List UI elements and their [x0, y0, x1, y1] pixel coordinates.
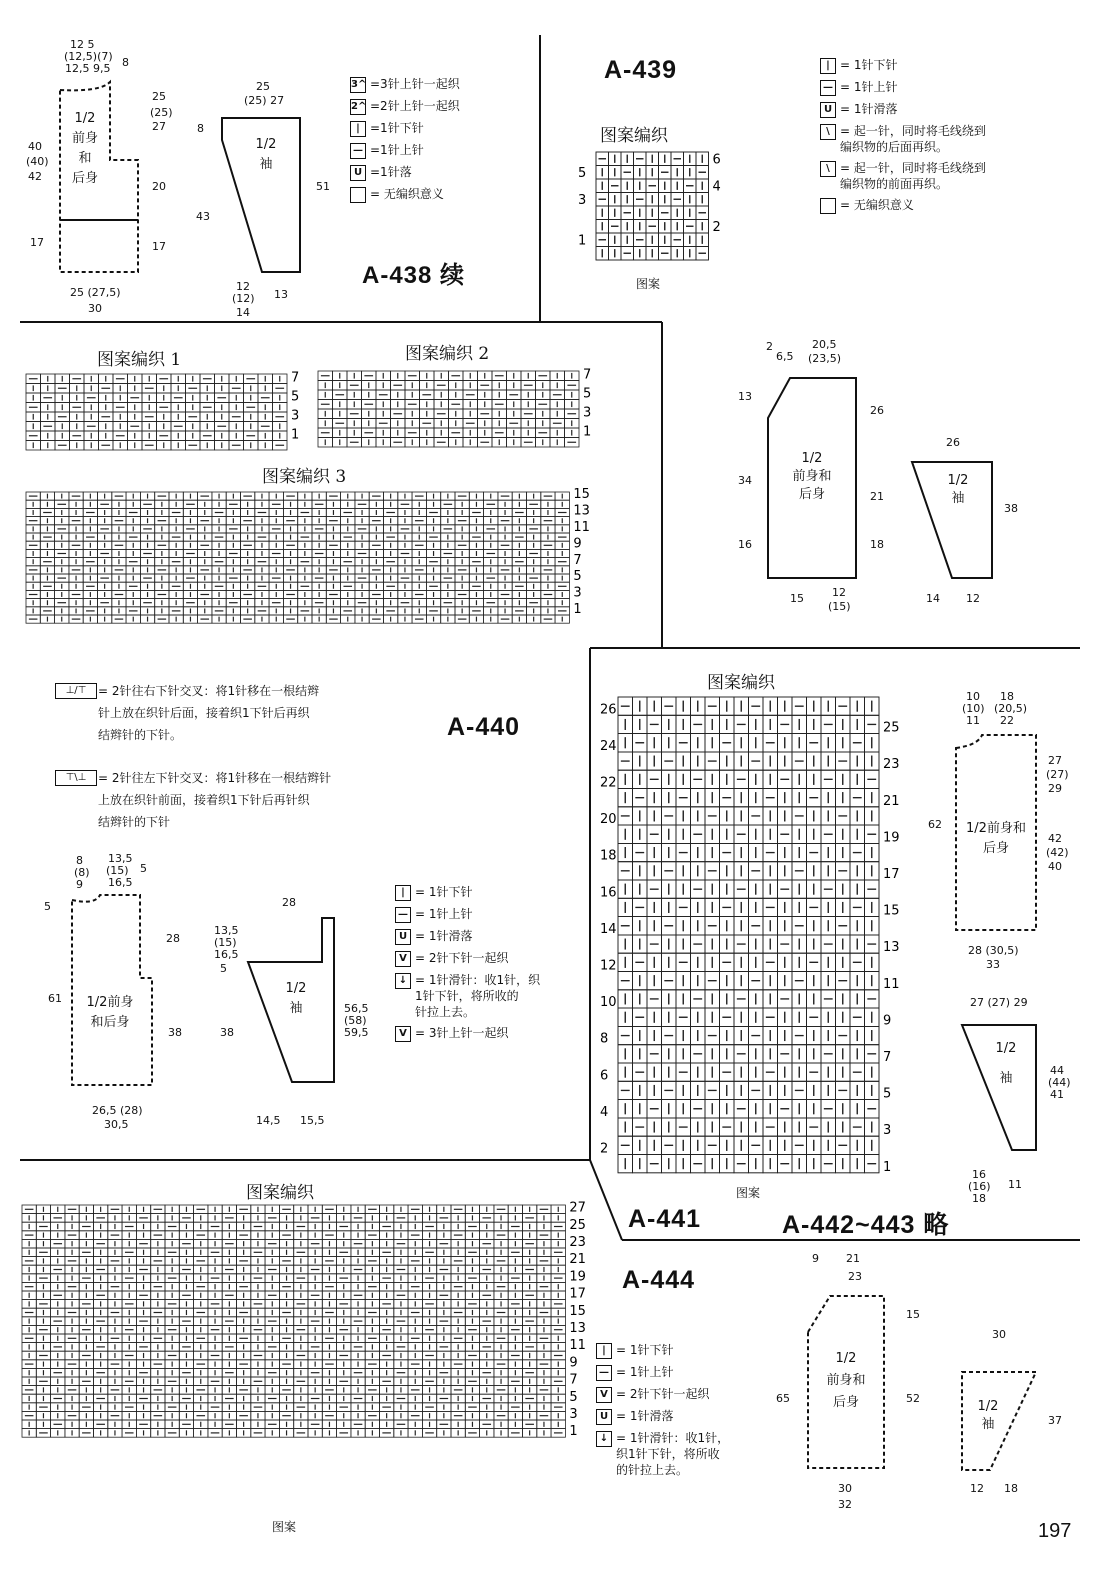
chart-row-label: 10 [600, 995, 617, 1011]
chart-row-label: 4 [600, 1104, 609, 1120]
chart-row-label: 3 [291, 408, 300, 424]
chart-row-label: 7 [573, 552, 582, 568]
chart-row-label: 1 [573, 602, 582, 617]
chart-row-label: 16 [600, 885, 617, 901]
legend-text: =1针上针 [370, 143, 424, 157]
chart-row-label: 24 [600, 738, 617, 754]
cross-left-icon: ⊤\⊥ [55, 770, 97, 786]
chart-row-label: 2 [600, 1141, 609, 1157]
section-title-a438: A-438 续 [362, 262, 466, 289]
legend-symbol-icon: ↓ [395, 973, 411, 989]
chart-row-label: 1 [578, 233, 587, 249]
pattern3-grid [26, 487, 590, 623]
cross-right-icon: ⊥/⊤ [55, 683, 97, 699]
chart-row-label: 7 [583, 367, 592, 383]
chart-row-label: 5 [291, 389, 300, 405]
a441-chart-grid-left [600, 697, 879, 1173]
legend-text: = 1针下针 [415, 885, 473, 899]
legend-symbol-icon: V [596, 1387, 612, 1403]
legend-symbol-icon: 2^ [350, 99, 366, 115]
chart-row-label: 1 [291, 427, 300, 443]
legend-text: = 1针上针 [616, 1365, 674, 1379]
chart-row-label: 3 [573, 585, 582, 601]
chart-row-label: 9 [573, 536, 582, 552]
legend-text: =2针上针一起织 [370, 99, 460, 113]
legend-text: = 1针上针 [415, 907, 473, 921]
chart-row-label: 13 [883, 940, 900, 956]
legend-symbol-icon: U [596, 1409, 612, 1425]
legend-text: = 无编织意义 [840, 198, 914, 212]
legend-text: = 无编织意义 [370, 187, 444, 201]
chart-row-label: 6 [712, 152, 721, 168]
chart-row-label: 6 [600, 1068, 609, 1084]
chart-row-label: 20 [600, 812, 617, 828]
legend-symbol-icon: | [350, 121, 366, 137]
chart-row-label: 7 [883, 1050, 892, 1065]
chart-row-label: 14 [600, 921, 617, 937]
legend-symbol-icon: U [350, 165, 366, 181]
chart-row-label: 5 [578, 166, 587, 181]
legend-symbol-icon: | [820, 58, 836, 74]
legend-text: = 1针滑落 [616, 1409, 674, 1423]
chart-row-label: 11 [573, 520, 590, 535]
chart-row-label: 4 [712, 179, 721, 195]
legend-text: =1针落 [370, 165, 412, 179]
chart-row-label: 22 [600, 775, 617, 791]
legend-symbol-icon: — [350, 143, 366, 159]
chart-row-label: 15 [573, 487, 590, 503]
chart-row-label: 2 [712, 220, 721, 235]
chart-row-label: 25 [883, 720, 900, 736]
pattern3-title: 图案编织 3 [262, 467, 347, 487]
chart-row-label: 3 [883, 1123, 892, 1139]
page-number: 197 [1038, 1520, 1072, 1542]
legend-symbol-icon: 3^ [350, 77, 366, 93]
legend-symbol-icon: — [596, 1365, 612, 1381]
chart-row-label: 13 [573, 503, 590, 519]
chart-row-label: 18 [600, 848, 617, 864]
legend-text: = 起一针，同时将毛线绕到 编织物的前面再织。 [840, 161, 986, 191]
a440b-chart-title: 图案编织 [246, 1183, 314, 1203]
chart-row-label: 7 [291, 370, 300, 386]
legend-text: = 1针下针 [616, 1343, 674, 1357]
a441-chart-grid [618, 697, 900, 1175]
legend-symbol-icon: | [596, 1343, 612, 1359]
chart-row-label: 3 [578, 193, 587, 208]
legend-text: = 1针滑落 [840, 102, 898, 116]
section-title-a439: A-439 [604, 56, 678, 84]
chart-row-label: 26 [600, 702, 617, 718]
pattern2-title: 图案编织 2 [405, 344, 490, 364]
legend-text: = 1针滑针：收1针， 织1针下针，将所收 的针拉上去。 [616, 1431, 730, 1477]
chart-row-label: 12 [600, 958, 617, 974]
legend-text: =1针下针 [370, 121, 424, 135]
section-title-a441: A-441 [628, 1205, 702, 1233]
chart-row-label: 17 [883, 867, 900, 882]
chart-row-label: 9 [883, 1013, 892, 1029]
legend-symbol-icon: ↓ [596, 1431, 612, 1447]
legend-text: = 1针上针 [840, 80, 898, 94]
section-title-a444: A-444 [622, 1266, 696, 1294]
chart-row-label: 8 [600, 1031, 609, 1047]
section-title-a442-443: A-442~443 略 [782, 1211, 950, 1239]
pattern1-grid [26, 371, 299, 451]
pattern2-grid [318, 368, 591, 448]
legend-symbol-icon: V [395, 951, 411, 967]
a439-chart-title: 图案编织 [600, 126, 668, 146]
chart-row-label: 5 [583, 386, 592, 402]
a441-chart-title: 图案编织 [707, 673, 775, 693]
section-title-a440: A-440 [447, 713, 521, 741]
pattern1-title: 图案编织 1 [97, 350, 182, 370]
legend-text: = 1针滑针：收1针，织 1针下针，将所收的 针拉上去。 [415, 973, 541, 1019]
legend-text: = 1针滑落 [415, 929, 473, 943]
legend-text: = 1针下针 [840, 58, 898, 72]
legend-symbol-icon: V [395, 1026, 411, 1042]
cross-right-desc: = 2针往右下针交叉：将1针移在一根结辫 针上放在织针后面，接着织1下针后再织 结辫针的下针。 [98, 684, 320, 742]
legend-symbol-icon: \ [820, 124, 836, 140]
legend-text: = 2针下针一起织 [415, 951, 509, 965]
legend-text: = 3针上针一起织 [415, 1026, 509, 1040]
chart-row-label: 3 [583, 405, 592, 421]
legend-text: =3针上针一起织 [370, 77, 460, 91]
legend-symbol-icon: — [820, 80, 836, 96]
legend-symbol-icon: | [395, 885, 411, 901]
chart-row-label: 1 [883, 1159, 892, 1175]
chart-row-label: 11 [883, 976, 900, 992]
legend-symbol-icon: \ [820, 161, 836, 177]
legend-text: = 2针下针一起织 [616, 1387, 710, 1401]
legend-symbol-icon: U [820, 102, 836, 118]
legend-symbol-icon: — [395, 907, 411, 923]
a440b-chart-grid [22, 1201, 586, 1440]
chart-row-label: 19 [883, 830, 900, 846]
chart-row-label: 21 [883, 793, 900, 809]
legend-symbol-icon: U [395, 929, 411, 945]
chart-row-label: 5 [573, 569, 582, 585]
cross-left-desc: = 2针往左下针交叉：将1针移在一根结辫针 上放在织针前面，接着织1下针后再针织 结辫针的下针 [98, 771, 332, 829]
chart-row-label: 1 [583, 424, 592, 440]
chart-row-label: 5 [883, 1086, 892, 1102]
chart-row-label: 15 [883, 903, 900, 919]
legend-text: = 起一针，同时将毛线绕到 编织物的后面再织。 [840, 124, 986, 154]
chart-row-label: 23 [883, 757, 900, 773]
a439-chart-grid-left [578, 152, 709, 260]
